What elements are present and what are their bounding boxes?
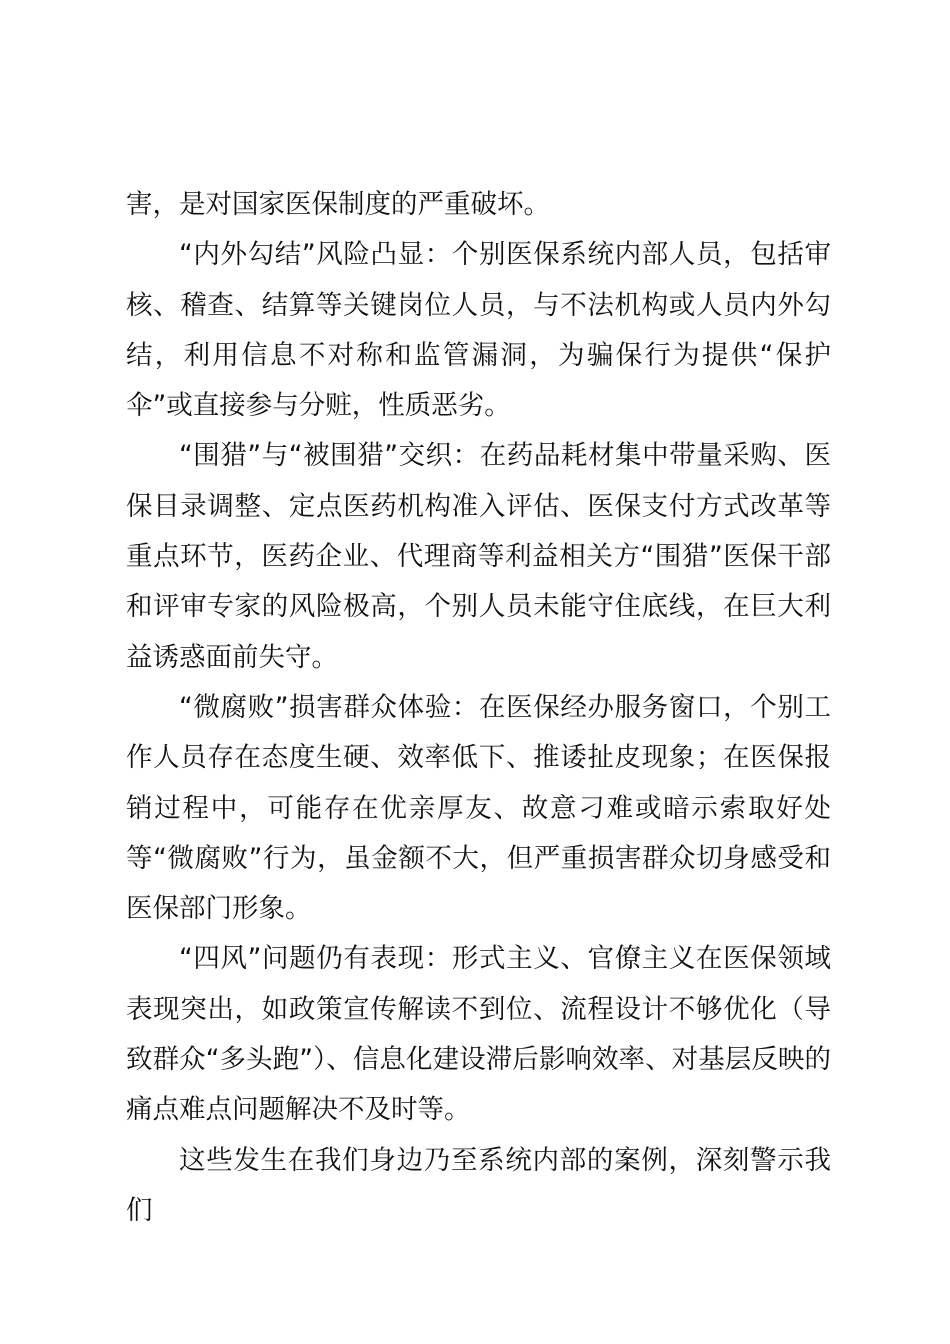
paragraph-continuation: 害，是对国家医保制度的严重破坏。	[126, 189, 550, 220]
body-text	[126, 180, 831, 1236]
paragraph-collusion-risk: “内外勾结”风险凸显：个别医保系统内部人员，包括审核、稽查、结算等关键岗位人员，与不法机构或人员内外勾结，利用信息不对称和监管漏洞，为骗保行为提供“保护伞”或直接参与分赃，性质恶劣。	[126, 239, 831, 422]
paragraph-warning: 这些发生在我们身边乃至系统内部的案例，深刻警示我们	[126, 1144, 831, 1226]
paragraph-micro-corruption: “微腐败”损害群众体验：在医保经办服务窗口，个别工作人员存在态度生硬、效率低下、推诿扯皮现象；在医保报销过程中，可能存在优亲厚友、故意刁难或暗示索取好处等“微腐败”行为，虽金额不大，但严重损害群众切身感受和医保部门形象。	[126, 691, 831, 925]
paragraph-four-winds: “四风”问题仍有表现：形式主义、官僚主义在医保领域表现突出，如政策宣传解读不到位、流程设计不够优化（导致群众“多头跑”）、信息化建设滞后影响效率、对基层反映的痛点难点问题解决不及时等。	[126, 943, 831, 1126]
paragraph-hunting: “围猎”与“被围猎”交织：在药品耗材集中带量采购、医保目录调整、定点医药机构准入评估、医保支付方式改革等重点环节，医药企业、代理商等利益相关方“围猎”医保干部和评审专家的风险极高，个别人员未能守住底线，在巨大利益诱惑面前失守。	[126, 440, 831, 673]
